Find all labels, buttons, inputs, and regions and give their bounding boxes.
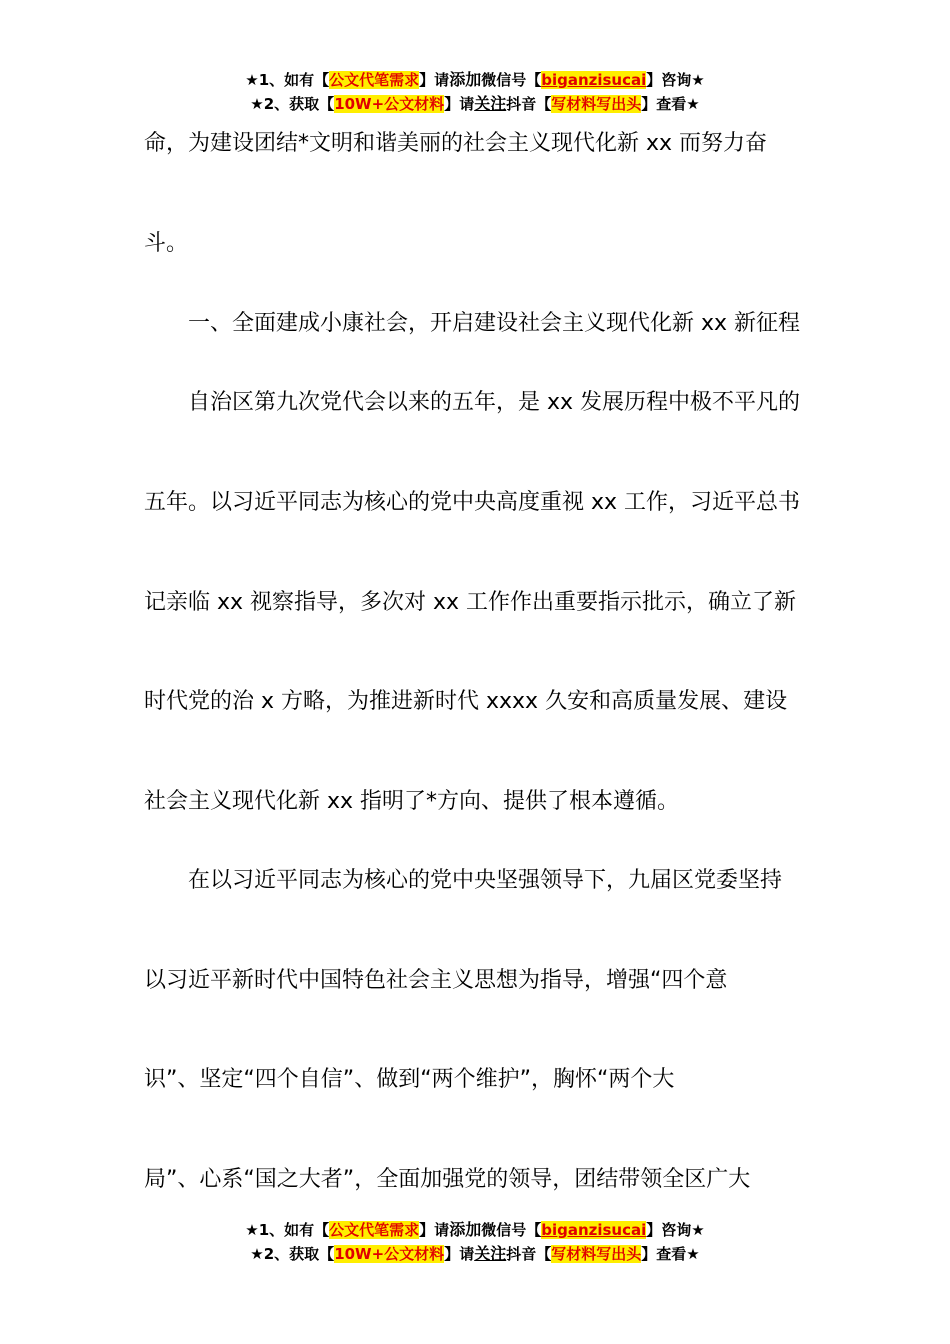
notice-text: 抖音【	[506, 1245, 552, 1263]
header-notice-line-1	[0, 68, 950, 92]
body-line: 在以习近平同志为核心的党中央坚强领导下，九届区党委坚持	[144, 868, 783, 893]
body-line: 斗。	[144, 231, 189, 256]
service-highlight: 公文代笔需求	[329, 1221, 420, 1239]
header-notice	[0, 68, 950, 116]
body-line: 局”、心系“国之大者”，全面加强党的领导，团结带领全区广大	[144, 1167, 751, 1192]
notice-emphasis: 添加	[449, 70, 482, 89]
douyin-account-link[interactable]: 写材料写出头	[551, 95, 642, 113]
notice-emphasis: 关注	[474, 94, 507, 113]
notice-text: 】咨询★	[646, 1221, 705, 1239]
notice-text: 】请	[444, 95, 475, 113]
wechat-id-link[interactable]: biganzisucai	[541, 71, 647, 89]
header-notice-line-2	[0, 92, 950, 116]
service-highlight: 公文代笔需求	[329, 71, 420, 89]
footer-notice	[0, 1218, 950, 1266]
body-line: 时代党的治 x 方略，为推进新时代 xxxx 久安和高质量发展、建设	[144, 689, 788, 714]
notice-text: 】查看★	[641, 1245, 700, 1263]
notice-text: 微信号【	[481, 71, 542, 89]
notice-text: 抖音【	[506, 95, 552, 113]
body-line: 识”、坚定“四个自信”、做到“两个维护”，胸怀“两个大	[144, 1067, 675, 1092]
notice-text: ★1、如有【	[245, 71, 330, 89]
notice-text: 】请	[444, 1245, 475, 1263]
materials-highlight: 10W+公文材料	[334, 95, 445, 113]
footer-notice-line-2	[0, 1242, 950, 1266]
body-line: 以习近平新时代中国特色社会主义思想为指导，增强“四个意	[144, 968, 728, 993]
notice-text: ★2、获取【	[250, 95, 335, 113]
body-line: 命，为建设团结*文明和谐美丽的社会主义现代化新 xx 而努力奋	[144, 131, 768, 156]
section-heading: 一、全面建成小康社会，开启建设社会主义现代化新 xx 新征程	[144, 311, 801, 336]
footer-notice-line-1	[0, 1218, 950, 1242]
body-line: 自治区第九次党代会以来的五年，是 xx 发展历程中极不平凡的	[144, 390, 801, 415]
notice-text: 】咨询★	[646, 71, 705, 89]
notice-emphasis: 关注	[474, 1244, 507, 1263]
notice-text: ★1、如有【	[245, 1221, 330, 1239]
notice-text: 】查看★	[641, 95, 700, 113]
notice-text: 】请	[419, 1221, 450, 1239]
douyin-account-link[interactable]: 写材料写出头	[551, 1245, 642, 1263]
body-line: 五年。以习近平同志为核心的党中央高度重视 xx 工作，习近平总书	[144, 490, 801, 515]
notice-text: ★2、获取【	[250, 1245, 335, 1263]
body-line: 社会主义现代化新 xx 指明了*方向、提供了根本遵循。	[144, 789, 680, 814]
notice-emphasis: 添加	[449, 1220, 482, 1239]
notice-text: 微信号【	[481, 1221, 542, 1239]
body-line: 记亲临 xx 视察指导，多次对 xx 工作作出重要指示批示，确立了新	[144, 590, 797, 615]
wechat-id-link[interactable]: biganzisucai	[541, 1221, 647, 1239]
notice-text: 】请	[419, 71, 450, 89]
materials-highlight: 10W+公文材料	[334, 1245, 445, 1263]
